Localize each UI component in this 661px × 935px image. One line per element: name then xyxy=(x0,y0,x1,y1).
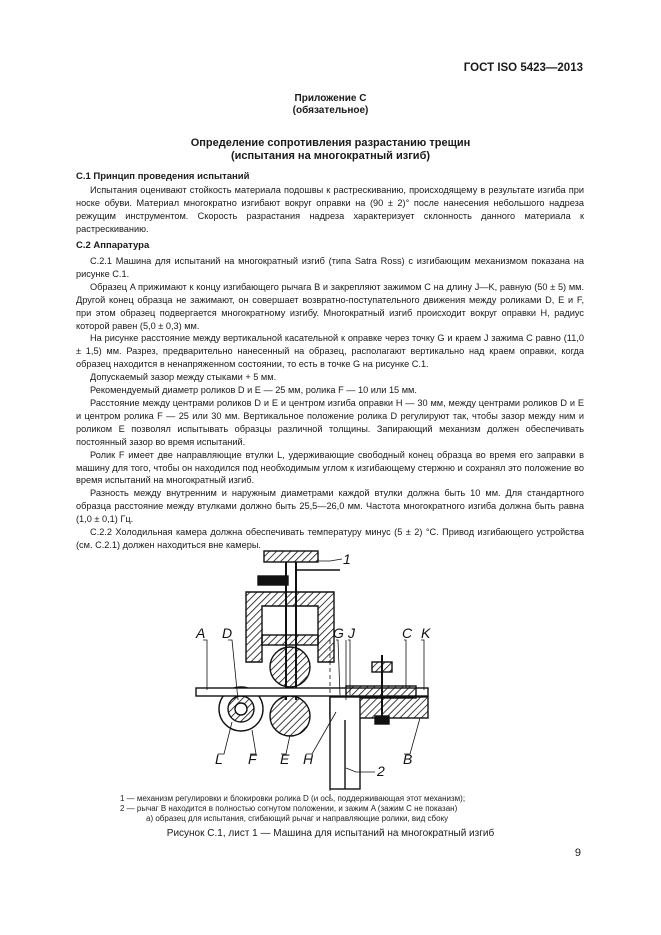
label-f: F xyxy=(248,751,257,767)
label-2: 2 xyxy=(377,763,385,779)
label-g: G xyxy=(333,625,344,641)
label-h: H xyxy=(303,751,314,767)
document-header: ГОСТ ISO 5423—2013 xyxy=(463,62,583,74)
label-k: K xyxy=(421,625,431,641)
label-e: E xyxy=(280,751,290,767)
figure-subcaption: а) образец для испытания, сгибающий рычаг и направляющие ролики, вид сбоку xyxy=(146,814,449,823)
heading-c2: С.2 Аппаратура xyxy=(76,240,150,251)
paragraph: С.2.1 Машина для испытаний на многократный изгиб (типа Satra Ross) с изгибающим механизмом показана на рисунке С.1. xyxy=(76,256,584,279)
roller-d xyxy=(270,647,310,687)
paragraph: Разность между внутренним и наружным диаметрами каждой втулки должна быть 10 мм. Для стандартного образца расстояние между втулками должно быть 25,5—26,0 мм. Частота многократного изгиба должна быть равна (1,0 ± 0,1) Гц. xyxy=(76,488,584,525)
appendix-status: (обязательное) xyxy=(292,105,369,116)
section-subtitle: (испытания на многократный изгиб) xyxy=(230,150,431,162)
label-c: C xyxy=(402,625,413,641)
legend-item-1: 1 — механизм регулировки и блокировки ролика D (и ось, поддерживающая этот механизм); xyxy=(120,794,466,803)
page-number: 9 xyxy=(574,847,581,859)
paragraph: Расстояние между центрами роликов D и E и центром изгиба оправки H — 30 мм, между центрами роликов D и E и центром ролика F — 25 или 30 мм. Вертикальное положение ролика D регулируют так, чтобы зазор между ним и роликом E позволял испытывать образцы различной толщины. Запирающий механизм должен обеспечивать постоянный зазор во время испытаний. xyxy=(76,397,584,447)
label-b: B xyxy=(403,751,413,767)
paragraph: Допускаемый зазор между стыками + 5 мм. xyxy=(90,372,277,383)
roller-e xyxy=(270,696,310,736)
label-a: A xyxy=(196,625,206,641)
adjust-knob xyxy=(264,551,318,562)
legend-item-2: 2 — рычаг B находится в полностью согнутом положении, и зажим A (зажим C не показан) xyxy=(120,804,458,813)
label-j: J xyxy=(348,625,355,641)
appendix-title: Приложение С xyxy=(294,93,367,104)
lock-block xyxy=(258,576,288,585)
label-d: D xyxy=(222,625,233,641)
paragraph: На рисунке расстояние между вертикальной касательной к оправке через точку G и краем J зажима C равно (11,0 ± 1,5) мм. Разрез, предварительно нанесенный на образец, располагают вертикально над краем оправки, когда образец находится в ненапряженном состоянии, то есть в точке G на рисунке С.1. xyxy=(76,333,584,370)
paragraph: С.2.2 Холодильная камера должна обеспечивать температуру минус (5 ± 2) °С. Привод изгибающего устройства (см. С.2.1) должен находиться вне камеры. xyxy=(76,527,584,550)
paragraph: Ролик F имеет две направляющие втулки L, удерживающие свободный конец образца во время его заправки в машину для того, чтобы он находился под необходимым углом к изгибающему стержню и сохранял это положение во время испытаний на многократный изгиб. xyxy=(76,449,584,486)
paragraph: Рекомендуемый диаметр роликов D и E — 25 мм, ролика F — 10 или 15 мм. xyxy=(90,385,417,396)
paragraph: Испытания оценивают стойкость материала подошвы к растрескиванию, происходящему в результате изгиба при носке обуви. Материал многократно изгибают вокруг оправки на (90 ± 2)° после нанесения небольшого надреза режущим инструментом. Скорость разрастания надреза характеризует склонность данного материала к растрескиванию. xyxy=(76,185,584,234)
label-1: 1 xyxy=(343,551,351,567)
label-l: L xyxy=(215,751,223,767)
section-title: Определение сопротивления разрастанию трещин xyxy=(190,137,471,149)
heading-c1: С.1 Принцип проведения испытаний xyxy=(76,171,250,182)
figure-caption: Рисунок С.1, лист 1 — Машина для испытаний на многократный изгиб xyxy=(166,828,495,839)
paragraph: Образец A прижимают к концу изгибающего рычага B и закрепляют зажимом C на длину J—K, равную (50 ± 5) мм. Другой конец образца не зажимают, он совершает возвратно-поступательного движения между роликами D, E и F, при этом образец подвергается многократному изгибу. Многократный изгиб происходит вокруг оправки H, радиус которой равен (5,0 ± 0,3) мм. xyxy=(76,281,584,331)
